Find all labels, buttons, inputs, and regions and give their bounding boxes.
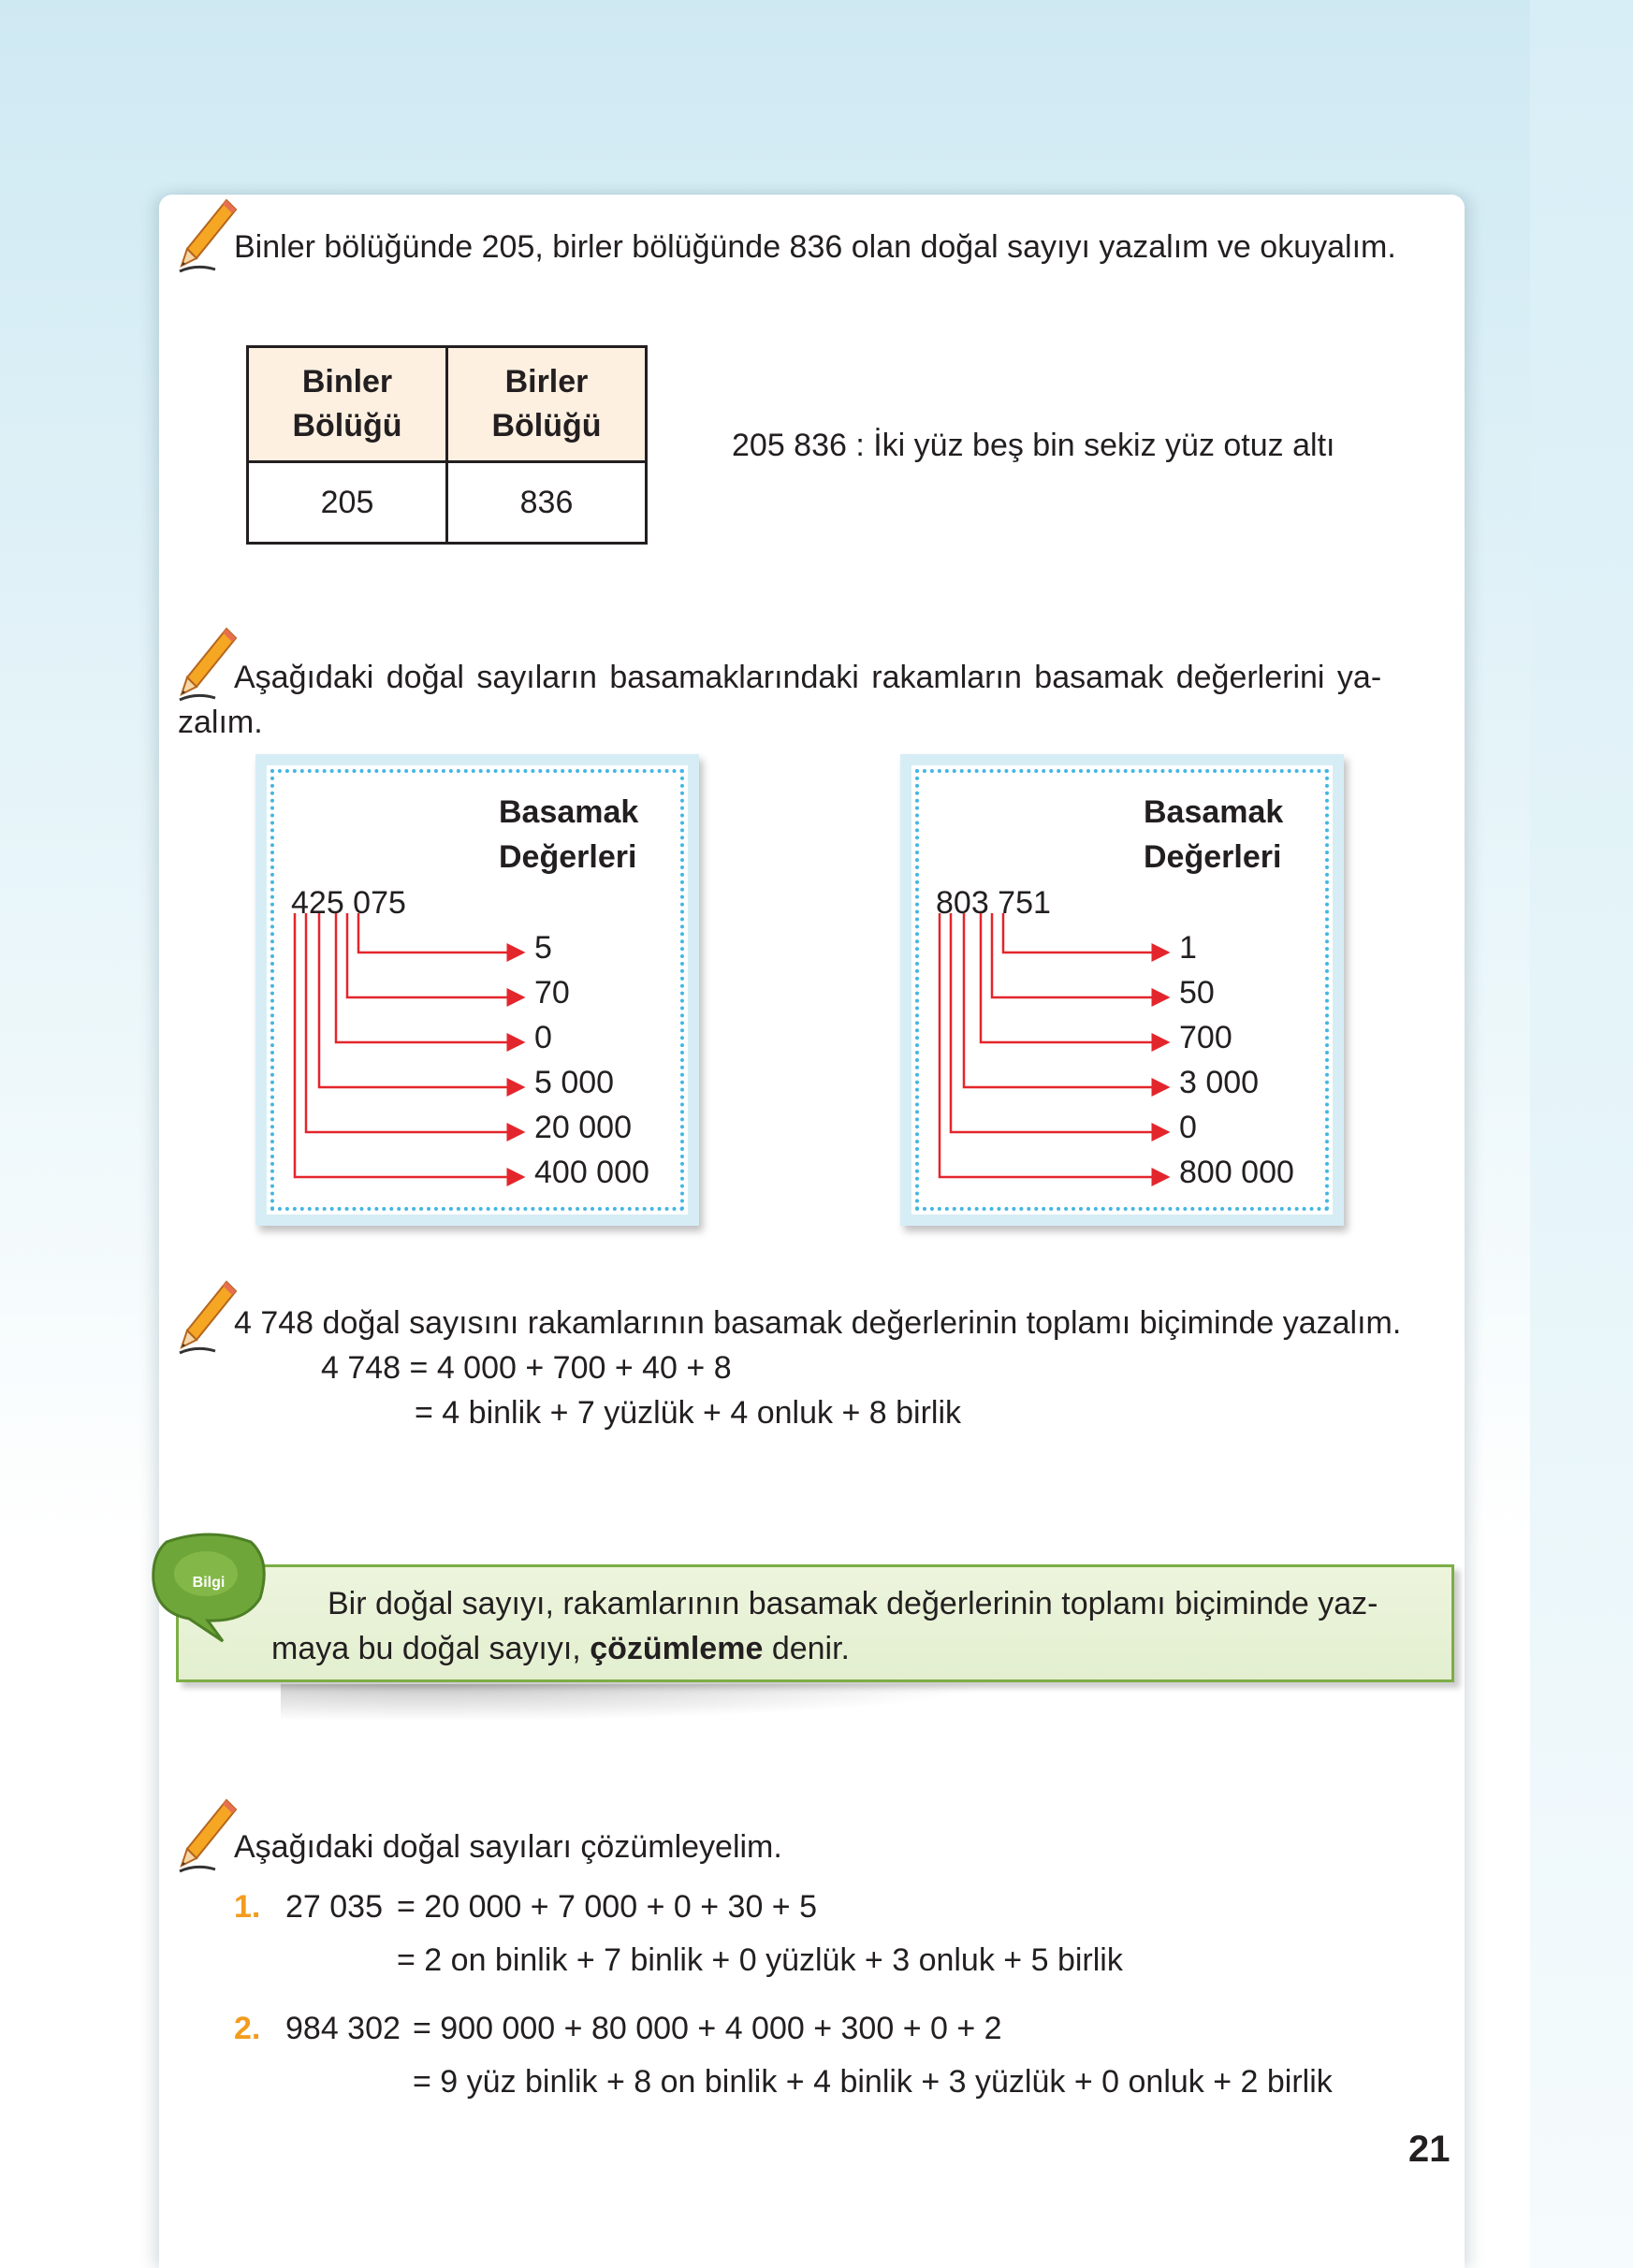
pencil-icon <box>178 627 238 704</box>
s2-line2: zalım. <box>178 705 263 740</box>
s4-instruction: Aşağıdaki doğal sayıları çözümleyelim. <box>234 1829 782 1865</box>
page-number: 21 <box>1408 2129 1451 2170</box>
place-value-arrow <box>347 913 523 997</box>
place-value-arrow <box>964 913 1168 1087</box>
s3-instruction: 4 748 doğal sayısını rakamlarının basamak değerlerinin toplamı biçiminde yazalım. <box>234 1305 1402 1341</box>
box-number: 803 751 <box>936 885 1051 921</box>
item-rhs2: = 9 yüz binlik + 8 on binlik + 4 binlik + 3 yüzlük + 0 onluk + 2 birlik <box>413 2064 1333 2100</box>
place-value: 0 <box>1179 1110 1197 1145</box>
s3-line1: 4 748 = 4 000 + 700 + 40 + 8 <box>321 1350 732 1386</box>
item-lhs: 984 302 <box>285 2011 401 2046</box>
item-rhs1: = 20 000 + 7 000 + 0 + 30 + 5 <box>397 1889 818 1925</box>
place-value: 700 <box>1179 1020 1232 1055</box>
place-value: 400 000 <box>534 1155 649 1190</box>
page-edge <box>1530 0 1633 2268</box>
info-bubble-label: Bilgi <box>192 1575 226 1591</box>
place-value-arrow <box>981 913 1168 1042</box>
place-value: 50 <box>1179 975 1215 1010</box>
pencil-icon <box>178 1280 238 1357</box>
box-title-line2: Değerleri <box>1144 839 1282 875</box>
s2-line1: Aşağıdaki doğal sayıların basamaklarındaki rakamların basamak değerlerini ya- <box>234 660 1382 695</box>
item-rhs1: = 900 000 + 80 000 + 4 000 + 300 + 0 + 2 <box>413 2011 1002 2046</box>
box-title-line2: Değerleri <box>499 839 637 875</box>
s1-instruction: Binler bölüğünde 205, birler bölüğünde 836 olan doğal sayıyı yazalım ve okuyalım. <box>234 229 1396 265</box>
place-value: 70 <box>534 975 570 1010</box>
place-value: 3 000 <box>1179 1065 1260 1100</box>
table-cell-binler: 205 <box>248 462 447 544</box>
place-value: 20 000 <box>534 1110 632 1145</box>
place-value-arrows <box>911 765 1333 1214</box>
definition-term: çözümleme <box>590 1631 764 1666</box>
place-value-arrow <box>306 913 523 1132</box>
item-number: 2. <box>234 2011 261 2046</box>
place-value: 5 000 <box>534 1065 615 1100</box>
place-value: 0 <box>534 1020 552 1055</box>
s1-reading: 205 836 : İki yüz beş bin sekiz yüz otuz altı <box>732 428 1335 463</box>
box-title-line1: Basamak <box>499 794 639 830</box>
item-number: 1. <box>234 1889 261 1925</box>
place-value-arrow <box>992 913 1168 997</box>
definition-shadow <box>281 1684 992 1722</box>
place-value: 5 <box>534 930 552 966</box>
place-value-arrow <box>1003 913 1168 952</box>
item-rhs2: = 2 on binlik + 7 binlik + 0 yüzlük + 3 onluk + 5 birlik <box>397 1942 1123 1978</box>
pencil-icon <box>178 198 238 275</box>
place-value-arrow <box>358 913 523 952</box>
pencil-icon <box>178 1798 238 1875</box>
place-value-arrow <box>336 913 523 1042</box>
box-number: 425 075 <box>291 885 406 921</box>
s3-line2: = 4 binlik + 7 yüzlük + 4 onluk + 8 birlik <box>415 1395 961 1431</box>
place-value: 1 <box>1179 930 1197 966</box>
place-value-arrow <box>319 913 523 1087</box>
box-title-line1: Basamak <box>1144 794 1284 830</box>
table-cell-birler: 836 <box>447 462 647 544</box>
definition-line2: maya bu doğal sayıyı, çözümleme denir. <box>271 1631 850 1666</box>
place-group-table <box>246 345 648 545</box>
place-value-box-1 <box>255 754 699 1226</box>
place-value: 800 000 <box>1179 1155 1294 1190</box>
place-value-box-2 <box>900 754 1344 1226</box>
table-header-binler: Binler Bölüğü <box>248 347 447 462</box>
table-header-birler: Birler Bölüğü <box>447 347 647 462</box>
place-value-arrow <box>951 913 1168 1132</box>
definition-line1: Bir doğal sayıyı, rakamlarının basamak değerlerinin toplamı biçiminde yaz- <box>328 1586 1378 1621</box>
item-lhs: 27 035 <box>285 1889 383 1925</box>
info-bubble-icon <box>148 1533 270 1645</box>
place-value-arrows <box>267 765 688 1214</box>
